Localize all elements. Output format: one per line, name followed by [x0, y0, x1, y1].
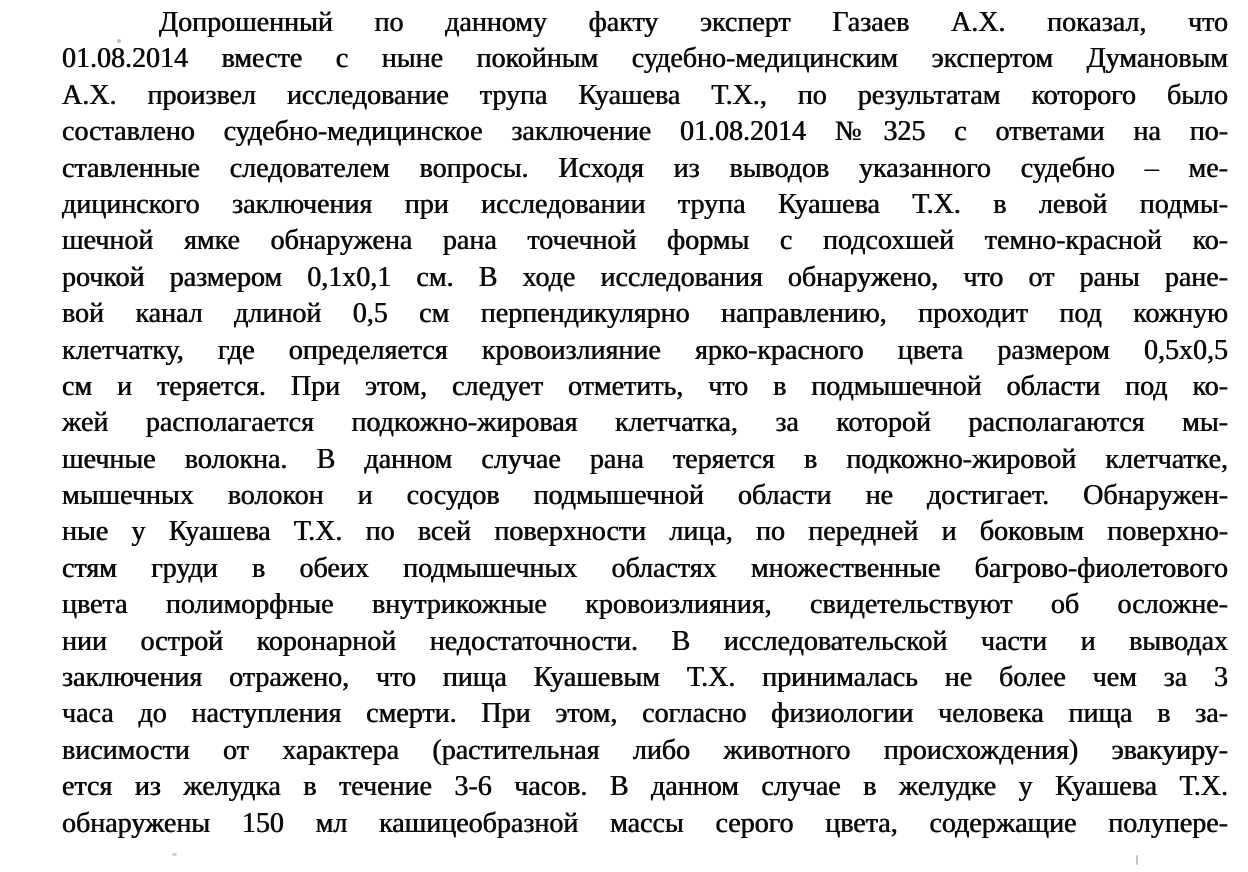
text-line: висимости от характера (растительная либо животного происхождения) эвакуиру-: [62, 734, 1228, 766]
text-line: клетчатку, где определяется кровоизлияние ярко-красного цвета размером 0,5х0,5: [62, 334, 1228, 366]
paragraph-text-block: [62, 5, 1228, 842]
text-line: составлено судебно-медицинское заключение 01.08.2014 №325 с ответами на по-: [62, 116, 1228, 148]
scan-speck: [117, 39, 121, 43]
scan-speck: [172, 853, 177, 856]
text-line: обнаружены 150 мл кашицеобразной массы серого цвета, содержащие полупере-: [62, 807, 1228, 839]
text-line: ется из желудка в течение 3-6 часов. В данном случае в желудке у Куашева Т.Х.: [62, 771, 1228, 803]
text-line: стям груди в обеих подмышечных областях множественные багрово-фиолетового: [62, 552, 1228, 584]
text-line: 01.08.2014 вместе с ныне покойным судебно-медицинским экспертом Думановым: [62, 43, 1228, 75]
text-line: ные у Куашева Т.Х. по всей поверхности лица, по передней и боковым поверхно-: [62, 516, 1228, 548]
text-line: шечной ямке обнаружена рана точечной формы с подсохшей темно-красной ко-: [62, 225, 1228, 257]
text-line: заключения отражено, что пища Куашевым Т.Х. принималась не более чем за 3: [62, 662, 1228, 694]
text-line: нии острой коронарной недостаточности. В исследовательской части и выводах: [62, 625, 1228, 657]
text-line: жей располагается подкожно-жировая клетчатка, за которой располагаются мы-: [62, 407, 1228, 439]
text-line: цвета полиморфные внутрикожные кровоизлияния, свидетельствуют об осложне-: [62, 589, 1228, 621]
scan-speck: [1136, 855, 1138, 865]
text-line: часа до наступления смерти. При этом, согласно физиологии человека пища в за-: [62, 698, 1228, 730]
text-line: Допрошенный по данному факту эксперт Газаев А.Х. показал, что: [159, 7, 1228, 38]
text-line: дицинского заключения при исследовании трупа Куашева Т.Х. в левой подмы-: [62, 188, 1228, 220]
text-line: мышечных волокон и сосудов подмышечной области не достигает. Обнаружен-: [62, 480, 1228, 512]
text-line: ставленные следователем вопросы. Исходя из выводов указанного судебно – ме-: [62, 152, 1228, 184]
text-line: А.Х. произвел исследование трупа Куашева Т.Х., по результатам которого было: [62, 79, 1228, 111]
text-line: рочкой размером 0,1х0,1 см. В ходе исследования обнаружено, что от раны ране-: [62, 261, 1228, 293]
text-line: см и теряется. При этом, следует отметить, что в подмышечной области под ко-: [62, 370, 1228, 402]
text-line: вой канал длиной 0,5 см перпендикулярно направлению, проходит под кожную: [62, 298, 1228, 330]
text-line: шечные волокна. В данном случае рана теряется в подкожно-жировой клетчатке,: [62, 443, 1228, 475]
